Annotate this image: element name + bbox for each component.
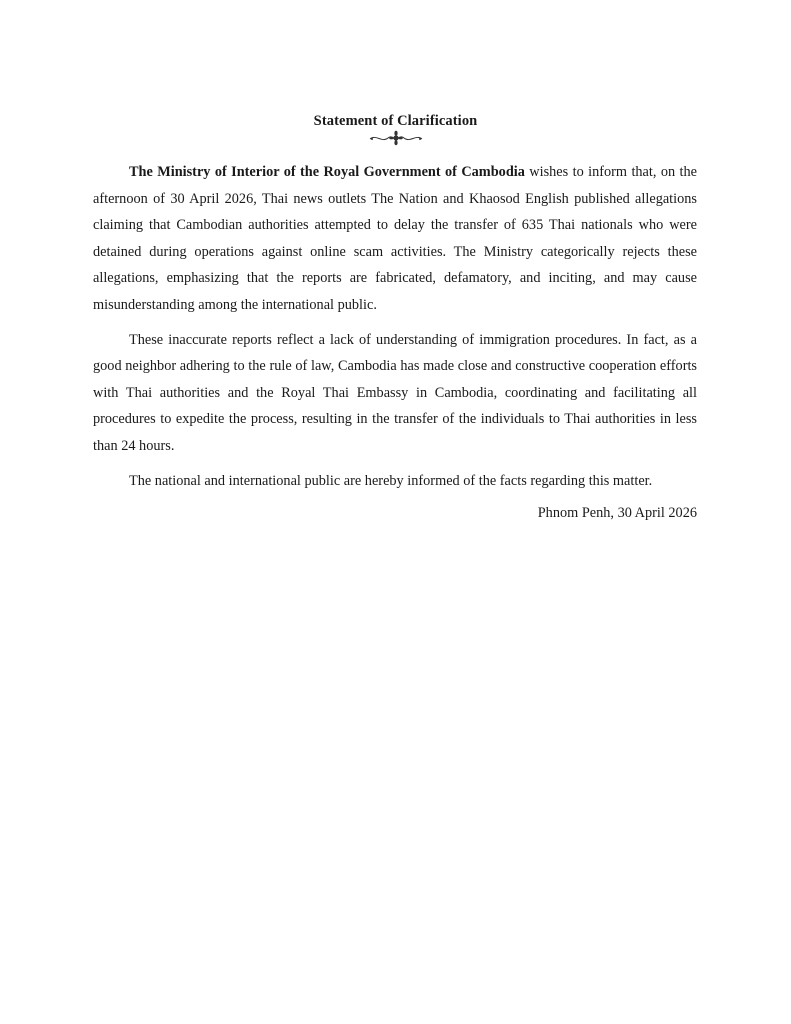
place-and-date: Phnom Penh, 30 April 2026 [537,505,697,522]
paragraph-2: These inaccurate reports reflect a lack of understanding of immigration procedures. In fact, as a good neighbor adhering to the rule of law, Cambodia has made close and constructive cooperation efforts with Thai authorities and the Royal Thai Embassy in Cambodia, coordinating and facilitating all procedures to expedite the process, resulting in the transfer of the individuals to Thai authorities in less than 24 hours. [93,331,697,454]
paragraph-1 [93,159,697,319]
document-body [93,159,697,527]
paragraph-1-text: wishes to inform that, on the afternoon of 30 April 2026, Thai news outlets The Nation and Khaosod English published allegations claiming that Cambodian authorities attempted to delay the transfer of 635 Thai nationals who were detained during operations against online scam activities. The Ministry categorically rejects these allegations, emphasizing that the reports are fabricated, defamatory, and inciting, and may cause misunderstanding among the international public. [93,164,698,313]
document-title: Statement of Clarification [313,113,478,129]
ministry-name: The Ministry of Interior of the Royal Government of Cambodia [129,164,525,180]
floral-divider-icon [368,130,424,146]
paragraph-3: The national and international public are hereby informed of the facts regarding this matter. [129,472,653,489]
